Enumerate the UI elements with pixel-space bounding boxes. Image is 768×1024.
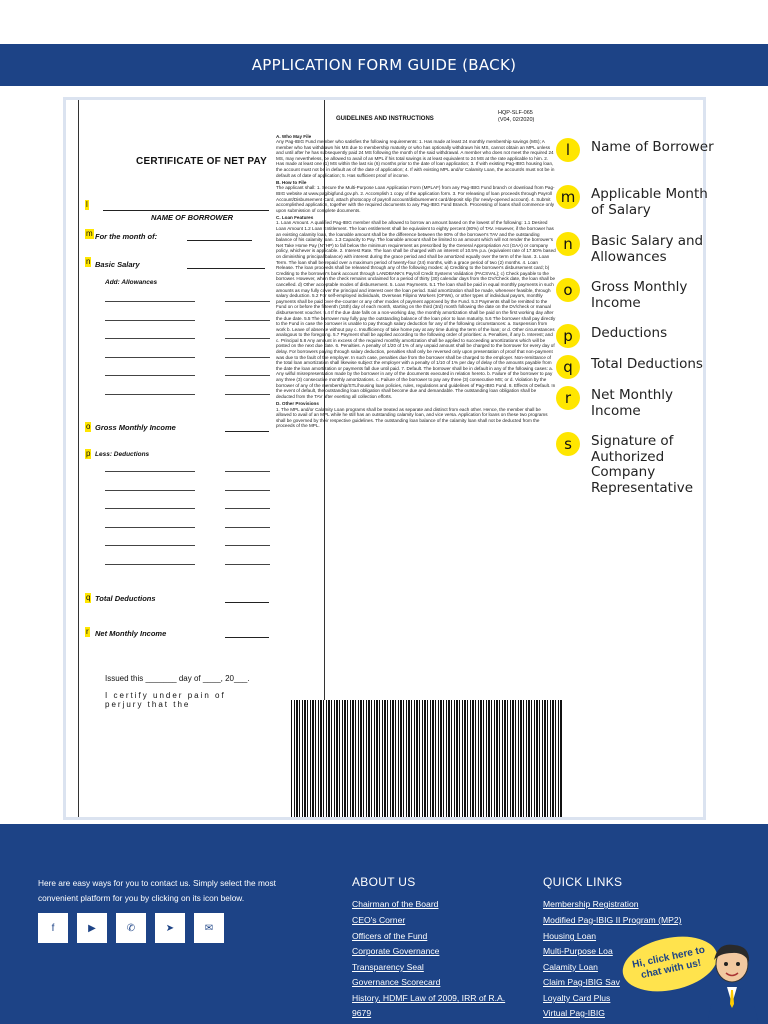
form-code-version: (V04, 02/2020) (498, 117, 535, 123)
site-footer (0, 824, 768, 1024)
legend-badge: s (556, 432, 580, 456)
legend-badge: l (556, 138, 580, 162)
footer-link[interactable]: Officers of the Fund (352, 931, 428, 941)
footer-link[interactable]: Multi-Purpose Loa (543, 946, 613, 956)
footer-link[interactable]: CEO's Corner (352, 915, 406, 925)
marker-r: r (86, 627, 89, 636)
contact-text: Here are easy ways for you to contact us. Simply select the most convenient platform for you by clicking on its icon below. (38, 878, 276, 903)
month-line (187, 240, 252, 241)
section-body: 1. The MPL and/or Calamity Loan programs shall be treated as separate and distinct from each other. Hence, the member shall be allowed to avail of an MPL while he still has an outstanding calamity loan, and vice versa. Application for loans on these two programs shall be governed by their respective guidelines. The outstanding loan balance of the calamity loan shall not be deducted from the proceeds of the MPL. (276, 406, 548, 429)
footer-link[interactable]: Loyalty Card Plus (543, 993, 611, 1003)
legend-text: Basic Salary and Allowances (591, 233, 704, 265)
marker-m: m (86, 229, 93, 238)
footer-link[interactable]: Membership Registration (543, 899, 639, 909)
footer-link[interactable]: Transparency Seal (352, 962, 424, 972)
section-body: 1. Loan Amount. A qualified Pag-IBIG member shall be allowed to borrow an amount based on the lowest of the following: 1.1 Desired Loan Amount 1.2 Loan Entitlement. The loan entitlement shall be equivalent to eighty percent (80%) of TAV. However, if the borrower has an existing calamity loan, the loanable amount shall be the difference between the 80% of the borrower's TAV and the outstanding balance of his calamity loan. 1.3 Capacity to Pay. The loanable amount shall be limited to an amount which will not render the borrower's Net Take Home Pay (NTHP) to fall below the minimum requirement as prescribed by the General Appropriation Act (GAA) or company policy, whichever is applicable. 2. Interest Rate. The loan shall be charged with an interest of 10.5% p.a. (equivalent rate of 17.50% based on diminishing principal balance) with interest during the grace period and shall be amortized equally over the term of the loan. 3. Loan Term. The loan shall be repaid over a maximum period of twenty-four (24) months, with a grace period of two (2) months. 4. Loan Release. The loan proceeds shall be released through any of the following modes: a) Crediting to the borrower's disbursement card; b) Crediting to the borrower's bank account through LANDBANK's Payroll Credit Systems Validation (PACSVAL); c) Check payable to the borrower. However, when the check remains unclaimed for a period of thirty (30) calendar days from the DV/Check date, the loan shall be cancelled. d) Other acceptable modes of disbursement. 5. Loan Payments. 5.1 The loan shall be paid in equal monthly payments in such amounts as may fully cover the principal and interest over the loan period. Said amortization shall be made, whenever feasible, through salary deduction. 5.2 For self-employed individuals, Overseas Filipino Workers (OFWs), or other types of individual payors, monthly payments shall be paid over-the-counter or any other modes of payment approved by the Fund. 5.3 Payments shall be remitted to the Fund on or before the fifteenth (15th) day of each month, starting on the third (3rd) month following the date on the DV/check or manual disbursement voucher. 5.4 If the due date falls on a non-working day, the monthly amortization shall be paid on the first working day after the due date. 5.5 The borrower may fully pay the outstanding balance of the loan prior to loan maturity. 5.6 The borrower shall pay directly to the Fund in case the borrower is unable to pay through salary deduction for any of the following circumstances: a. Suspension from work b. Leave of absence without pay c. Insufficiency of take home pay at any time during the term of the loan; or d. Other circumstances analogous to the foregoing. 5.7 Payment shall be applied according to the following order of priorities: a. Penalties, if any b. Interest; and c. Principal 5.8 Any amount in excess of the required monthly amortization shall be applied to succeeding amortizations which will be posted on the next due date. 6. Penalties. A penalty of 1/20 of 1% of any unpaid amount shall be charged to the borrower for every day of delay. For borrowers paying through salary deduction, penalties shall only be reversed only upon presentation of proof that non-payment was due to the fault of the employer. In such case, penalties due from the borrower shall be charged to the employer. Non-remittance of the total loan amortization shall likewise subject the employer with a penalty of 1/10 of 1% per day of delay of the amounts payable from the date the loan amortization or payments fall due until paid. 7. Default. The borrower shall be in default in any of the following cases: a. Any wilful misrepresentation made by the borrower in any of the documents executed in relation hereto. b. Failure of the borrower to pay any three (3) consecutive monthly amortizations. c. Failure of the borrower to pay any three (3) consecutive MS; or d. Violation by the borrower of any of the membership/STL/housing loan policies, rules, regulations and guidelines of Pag-IBIG Fund. 8. Effects of Default. In the event of default, the outstanding loan obligation shall become due and demandable. The outstanding loan obligation shall be deducted from the TAV after exerting all collection efforts. (276, 220, 556, 399)
legend-item (556, 326, 716, 348)
legend-text: Signature of Authorized Company Representative (591, 433, 694, 496)
legend-badge: p (556, 324, 580, 348)
footer-link[interactable]: 9679 (352, 1008, 372, 1018)
page-header-bar (0, 44, 768, 86)
youtube-icon[interactable]: ▶ (77, 913, 107, 943)
legend-badge: q (556, 355, 580, 379)
legend-item (556, 434, 716, 496)
net-income-label: Net Monthly Income (95, 629, 167, 638)
net-income-line (225, 637, 269, 638)
month-label: For the month of: (95, 232, 158, 241)
form-code-number: HQP-SLF-065 (498, 110, 533, 116)
page-title: APPLICATION FORM GUIDE (BACK) (251, 56, 517, 74)
legend-text: Applicable Month of Salary (591, 186, 708, 218)
footer-link[interactable]: Chairman of the Board (352, 899, 439, 909)
footer-link[interactable]: Claim Pag-IBIG Sav (543, 977, 620, 987)
legend-badge: r (556, 386, 580, 410)
total-deductions-label: Total Deductions (95, 594, 156, 603)
issued-text: Issued this _______ day of ____, 20___. (105, 674, 250, 683)
marker-n: n (86, 257, 91, 266)
footer-link[interactable]: Calamity Loan (543, 962, 598, 972)
legend-item (556, 187, 716, 218)
about-us-heading: ABOUT US (352, 875, 416, 889)
borrower-name-label: NAME OF BORROWER (150, 213, 234, 222)
legend-item (556, 140, 716, 162)
legend-item (556, 388, 716, 419)
legend-item (556, 280, 716, 311)
footer-link[interactable]: History, HDMF Law of 2009, IRR of R.A. (352, 993, 506, 1003)
basic-salary-label: Basic Salary (95, 260, 140, 269)
quick-links-heading: QUICK LINKS (543, 875, 623, 889)
phone-icon[interactable]: ✆ (116, 913, 146, 943)
borrower-name-line (103, 210, 269, 211)
barcode-graphic (291, 700, 563, 820)
footer-link[interactable]: Modified Pag-IBIG II Program (MP2) (543, 915, 682, 925)
legend-text: Net Monthly Income (591, 387, 674, 419)
legend-badge: n (556, 232, 580, 256)
email-icon[interactable]: ✉ (194, 913, 224, 943)
guidelines-text (276, 132, 556, 429)
marker-o: o (86, 422, 91, 431)
legend-badge: o (556, 278, 580, 302)
legend-badge: m (556, 185, 580, 209)
section-heading: B. How to File (276, 179, 307, 185)
gross-income-line (225, 431, 269, 432)
legend-text: Total Deductions (591, 356, 703, 372)
section-heading: C. Loan Features (276, 214, 314, 220)
footer-link[interactable]: Virtual Pag-IBIG (543, 1008, 605, 1018)
marker-p: p (86, 449, 91, 458)
allowances-label: Add: Allowances (105, 279, 158, 286)
gross-income-label: Gross Monthly Income (95, 423, 176, 432)
basic-salary-line (187, 268, 265, 269)
marker-l: l (86, 200, 88, 209)
facebook-icon[interactable]: f (38, 913, 68, 943)
form-code (498, 110, 534, 124)
legend-item (556, 234, 716, 265)
location-icon[interactable]: ➤ (155, 913, 185, 943)
marker-q: q (86, 593, 91, 602)
footer-link[interactable]: Housing Loan (543, 931, 597, 941)
legend-text: Gross Monthly Income (591, 279, 688, 311)
legend-text: Name of Borrower (591, 139, 714, 155)
total-deductions-line (225, 602, 269, 603)
section-body: The applicant shall: 1. Secure the Multi-Purpose Loan Application Form (MPLAF) from any Pag-IBIG Fund branch or download from Pag-IBIG website at www.pagibigfund.gov.ph. 2. Accomplish 1 copy of the application form. 3. For releasing of loan proceeds through Payroll Account/Disbursement Card, attach photocopy of payroll account/disbursement card/deposit slip (for newly-opened account). 4. Submit accomplished application, together with the required documents to any Pag-IBIG Fund Branch. Processing of loans shall commence only upon submission of complete documents. (276, 185, 555, 213)
certify-text: I certify under pain of perjury that the (105, 691, 226, 709)
footer-link[interactable]: Governance Scorecard (352, 977, 441, 987)
guidelines-heading: GUIDELINES AND INSTRUCTIONS (336, 116, 434, 122)
legend-text: Deductions (591, 325, 668, 341)
section-heading: D. Other Provisions (276, 400, 319, 406)
certificate-title: CERTIFICATE OF NET PAY (136, 156, 267, 167)
deductions-label: Less: Deductions (95, 451, 150, 458)
section-body: Any Pag-IBIG Fund member who satisfies the following requirements: 1. Has made at least 24 monthly membership savings (MS); A member who has withdrawn his MS due to membership maturity or who has optionally withdrawn his MS, cannot obtain an MPL unless and until after he has subsequently paid 24 MS following the month of the said withdrawal. A member who does not meet the required 24 MS, may nevertheless, be allowed to avail of an MPL if his total savings is at least equivalent to 24 MS at the rate applicable to him. 2. Has made at least one (1) MS within the last six (6) months prior to the date of loan application; 3. If with existing Pag-IBIG housing loan, the account must not be in default as of the date of application; 4. If with existing MPL and/or Calamity Loan, the account/s must not be in default as of date of application; 5. Has sufficient proof of income. (276, 139, 555, 178)
chat-text: Hi, click here to chat with us! (631, 944, 706, 982)
footer-link[interactable]: Corporate Governance (352, 946, 440, 956)
legend-item (556, 357, 716, 379)
section-heading: A. Who May File (276, 133, 312, 139)
chat-mascot-icon[interactable] (700, 942, 760, 1024)
